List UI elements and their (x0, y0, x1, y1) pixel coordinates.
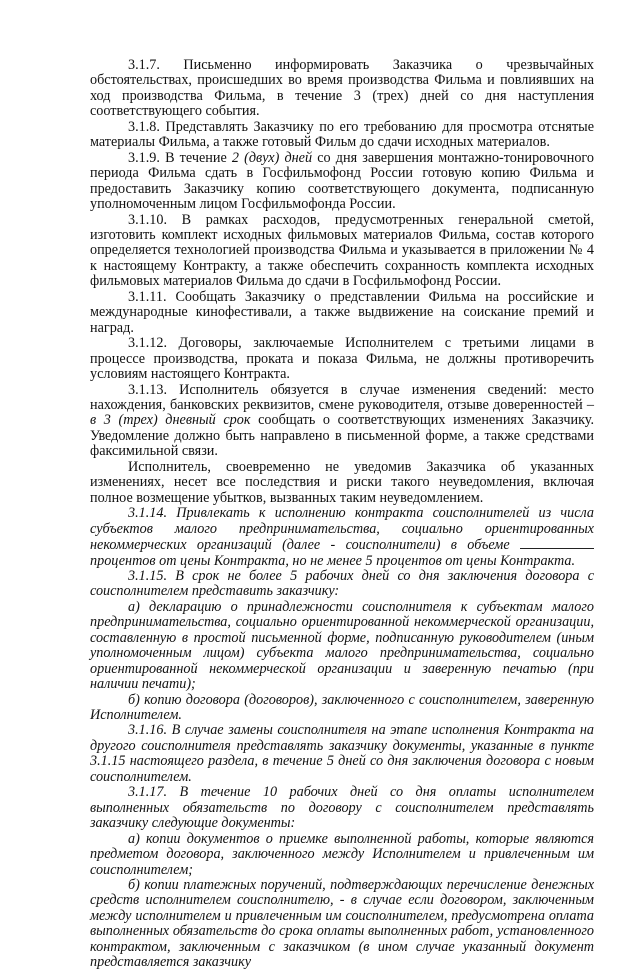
clause-text: 3.1.13. Исполнитель обязуется в случае изменения сведений: место нахождения, банковских реквизитов, смене руководителя, отзыве доверенностей – (90, 381, 594, 413)
clause-text: 3.1.14. Привлекать к исполнению контракта соисполнителей из числа субъектов малого предпринимательства, социально ориентированных некоммерческих организаций (далее - соисполнители) в объеме (90, 505, 594, 554)
clause-text: сообщать о соответствующих изменениях Заказчику. Уведомление должно быть направлено в письменной форме, а также средствами факсимильной связи. (90, 412, 594, 460)
clause-emphasis: 2 (двух) дней (231, 149, 313, 166)
clause-3-1-8: 3.1.8. Представлять Заказчику по его требованию для просмотра отснятые материалы Фильма, а также готовый Фильм до сдачи исходных материалов. (90, 118, 594, 151)
notice-paragraph: Исполнитель, своевременно не уведомив Заказчика об указанных изменениях, несет все последствия и риски такого неуведомления, включая полное возмещение убытков, вызванных таким неуведомлением. (90, 458, 594, 506)
clause-3-1-16: 3.1.16. В случае замены соисполнителя на этапе исполнения Контракта на другого соисполнителя представлять заказчику документы, указанные в пункте 3.1.15 настоящего раздела, в течение 5 дней со дня заключения договора с новым соисполнителем. (90, 722, 594, 785)
clause-3-1-7: 3.1.7. Письменно информировать Заказчика о чрезвычайных обстоятельствах, происшедших во время производства Фильма и повлиявших на ход производства Фильма, в течение 3 (трех) дней со дня наступления соответствующего события. (90, 57, 594, 120)
clause-3-1-10: 3.1.10. В рамках расходов, предусмотренных генеральной сметой, изготовить комплект исходных фильмовых материалов Фильма, состав которого определяется технологией производства Фильма и указывается в приложении № 4 к настоящему Контракту, а также обеспечить сохранность комплекта исходных фильмовых материалов Фильма до сдачи в Госфильмофонд России. (90, 211, 594, 290)
clause-text: 3.1.9. В течение (128, 149, 232, 166)
blank-percent-field (520, 537, 594, 549)
clause-3-1-17-a: а) копии документов о приемке выполненной работы, которые являются предметом договора, заключенного между Исполнителем и привлеченным им соисполнителем; (90, 830, 594, 878)
document-page (90, 58, 594, 971)
clause-3-1-15-a: а) декларацию о принадлежности соисполнителя к субъектам малого предпринимательства, социально ориентированной некоммерческой организации, составленную в простой письменной форме, подписанную руководителем (иным уполномоченным лицом) субъекта малого предпринимательства, социально ориентированной некоммерческой организации и заверенную печатью (при наличии печати); (90, 598, 594, 693)
clause-3-1-14 (90, 506, 594, 569)
clause-text: со дня завершения монтажно-тонировочного периода Фильма сдать в Госфильмофонд России готовую копию Фильма и предоставить Заказчику копию соответствующего документа, подписанную уполномоченным лицом Госфильмофонда России. (90, 149, 594, 213)
clause-3-1-17-b: б) копии платежных поручений, подтверждающих перечисление денежных средств исполнителем соисполнителю, - в случае если договором, заключенным между исполнителем и привлеченным им соисполнителем, предусмотрена оплата выполненных обязательств до срока оплаты выполненных работ, установленного контрактом, заключенным с заказчиком (в ином случае указанный документ представляется заказчику (90, 877, 594, 971)
clause-3-1-13 (90, 383, 594, 460)
clause-3-1-15-b: б) копию договора (договоров), заключенного с соисполнителем, заверенную Исполнителем. (90, 691, 594, 724)
clause-3-1-9 (90, 151, 594, 213)
clause-emphasis: в 3 (трех) дневный срок (90, 412, 251, 429)
clause-3-1-15: 3.1.15. В срок не более 5 рабочих дней со дня заключения договора с соисполнителем представить заказчику: (90, 567, 594, 600)
clause-3-1-12: 3.1.12. Договоры, заключаемые Исполнителем с третьими лицами в процессе производства, проката и показа Фильма, не должны противоречить условиям настоящего Контракта. (90, 335, 594, 383)
clause-3-1-17: 3.1.17. В течение 10 рабочих дней со дня оплаты исполнителем выполненных обязательств по договору с соисполнителем представлять заказчику следующие документы: (90, 784, 594, 832)
clause-text: процентов от цены Контракта, но не менее 5 процентов от цены Контракта. (90, 552, 576, 569)
clause-3-1-11: 3.1.11. Сообщать Заказчику о представлении Фильма на российские и международные кинофестивали, а также выдвижение на соискание премий и наград. (90, 288, 594, 336)
